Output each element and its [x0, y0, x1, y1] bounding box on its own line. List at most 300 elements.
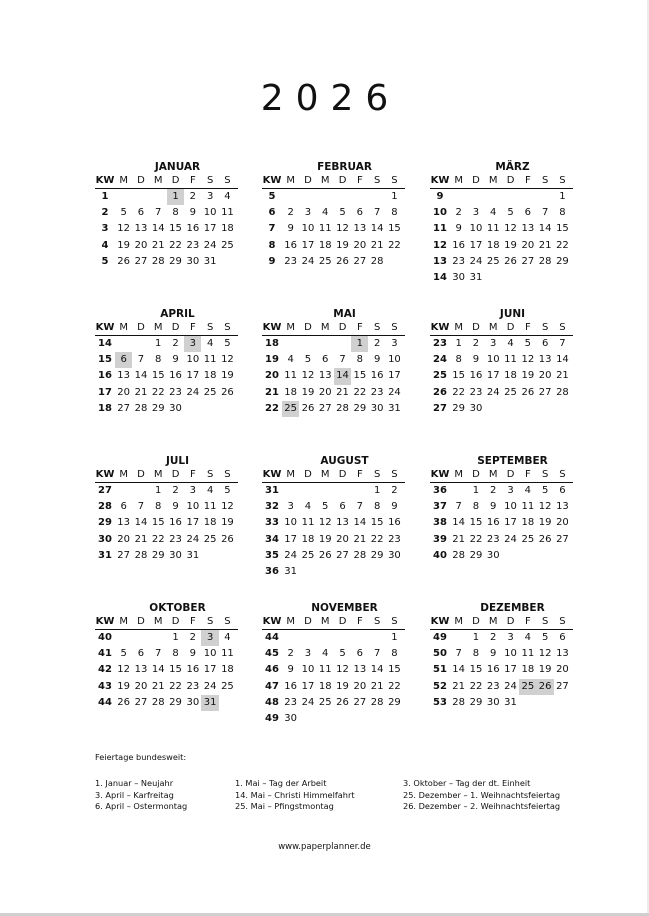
day-cell: 14	[134, 517, 148, 529]
day-cell: 19	[221, 370, 234, 382]
week-row	[430, 221, 573, 237]
holiday-item: 25. Mai – Pfingstmontag	[235, 801, 334, 811]
day-cell: 26	[336, 696, 349, 708]
day-cell: 30	[370, 402, 384, 414]
day-cell: 12	[117, 223, 131, 235]
week-row	[95, 336, 238, 352]
day-cell	[132, 189, 149, 205]
weekday-label: S	[206, 175, 214, 186]
day-cell: 23	[186, 680, 200, 692]
day-cell	[282, 483, 299, 499]
week-number: 15	[98, 354, 112, 366]
day-cell: 12	[117, 664, 131, 676]
day-cell: 28	[538, 255, 552, 267]
day-cell: 9	[490, 648, 497, 660]
day-cell: 29	[151, 402, 165, 414]
weekday-label: S	[559, 616, 566, 627]
week-number: 30	[98, 533, 112, 545]
day-cell: 6	[339, 501, 346, 513]
weekday-label: S	[373, 616, 381, 627]
week-number: 23	[433, 338, 447, 349]
week-number: 53	[433, 696, 447, 708]
week-number: 9	[268, 255, 276, 267]
holiday-item: 14. Mai – Christi Himmelfahrt	[235, 789, 355, 800]
holidays-title: Feiertage bundesweit:	[95, 752, 187, 762]
week-number: 44	[265, 632, 279, 643]
day-cell: 21	[370, 239, 384, 251]
weekday-label: S	[206, 616, 214, 627]
day-cell	[368, 630, 385, 646]
week-number: 6	[268, 207, 276, 219]
day-cell: 19	[336, 239, 349, 251]
week-number: 14	[433, 271, 447, 283]
week-row	[95, 532, 238, 548]
weekday-label: M	[454, 469, 463, 480]
day-cell: 17	[486, 370, 500, 382]
day-cell: 25	[521, 533, 535, 545]
day-cell: 14	[452, 517, 466, 529]
day-cell	[519, 401, 536, 417]
day-cell: 18	[203, 517, 217, 529]
day-cell: 8	[155, 354, 162, 366]
day-cell: 8	[172, 207, 179, 219]
day-cell: 18	[521, 517, 535, 529]
week-number-header: KW	[95, 469, 115, 480]
week-number: 24	[433, 354, 447, 366]
weekday-header	[262, 468, 405, 483]
day-cell: 4	[524, 632, 532, 643]
day-cell: 6	[541, 338, 549, 349]
day-cell: 3	[287, 501, 294, 513]
day-cell: 16	[169, 517, 182, 529]
day-cell	[485, 189, 502, 205]
day-cell: 29	[370, 549, 384, 561]
week-row	[262, 515, 405, 531]
day-cell: 20	[134, 680, 148, 692]
day-cell: 14	[556, 354, 569, 366]
day-cell: 15	[151, 370, 165, 382]
day-cell: 17	[186, 517, 200, 529]
day-cell: 17	[301, 239, 315, 251]
weekday-label: S	[391, 616, 398, 627]
holiday-item: 25. Dezember – 1. Weihnachtsfeiertag	[403, 789, 561, 800]
week-number: 13	[433, 255, 447, 267]
day-cell: 10	[203, 648, 217, 660]
day-cell: 12	[301, 370, 315, 382]
day-cell: 15	[388, 223, 401, 235]
day-cell: 20	[521, 239, 535, 251]
day-cell: 17	[203, 664, 217, 676]
weekday-label: M	[286, 469, 295, 480]
day-cell: 20	[117, 533, 131, 545]
day-cell: 4	[224, 632, 231, 643]
week-row	[430, 515, 573, 531]
day-cell: 18	[221, 223, 234, 235]
day-cell: 18	[318, 239, 332, 251]
holiday-item: 3. April – Karfreitag	[95, 789, 174, 800]
weekday-label: M	[454, 175, 463, 186]
day-cell: 3	[507, 485, 514, 496]
day-cell: 29	[469, 696, 483, 708]
week-row	[262, 711, 405, 727]
day-cell: 5	[339, 207, 346, 219]
week-row	[262, 630, 405, 646]
day-cell: 12	[336, 223, 349, 235]
week-number-header: KW	[430, 175, 450, 186]
day-cell: 8	[356, 354, 364, 366]
day-cell: 15	[169, 664, 182, 676]
week-row	[95, 548, 238, 564]
day-cell: 16	[388, 517, 401, 529]
day-cell	[536, 189, 553, 205]
day-cell: 25	[504, 386, 517, 398]
day-cell	[201, 401, 218, 417]
week-row	[262, 401, 405, 417]
day-cell: 26	[521, 386, 535, 398]
week-number: 8	[268, 239, 276, 251]
week-row	[262, 221, 405, 237]
weekday-label: D	[472, 469, 480, 480]
day-cell: 7	[137, 501, 145, 513]
day-cell: 26	[318, 549, 332, 561]
day-cell: 25	[486, 255, 500, 267]
weekday-label: M	[153, 616, 163, 627]
day-cell: 18	[521, 664, 535, 676]
week-number: 17	[98, 386, 112, 398]
day-cell	[351, 711, 368, 727]
day-cell: 2	[373, 338, 381, 349]
month-oktober	[95, 601, 238, 711]
holiday-column-3	[403, 778, 560, 813]
holiday-day-cell: 25	[282, 401, 299, 417]
day-cell	[219, 695, 236, 711]
day-cell: 9	[172, 354, 179, 366]
day-cell: 8	[559, 207, 566, 219]
week-number: 26	[433, 386, 447, 398]
day-cell: 28	[353, 549, 367, 561]
day-cell	[450, 630, 467, 646]
day-cell: 7	[373, 648, 381, 660]
day-cell: 19	[318, 533, 332, 545]
week-number: 50	[433, 648, 447, 660]
week-number: 40	[433, 549, 447, 561]
day-cell: 26	[117, 255, 131, 267]
day-cell	[519, 189, 536, 205]
week-number-header: KW	[262, 469, 282, 480]
week-number: 5	[101, 255, 109, 267]
week-row	[430, 368, 573, 384]
weekday-header	[430, 174, 573, 189]
week-row	[430, 499, 573, 515]
day-cell: 11	[284, 370, 298, 382]
day-cell: 15	[469, 517, 483, 529]
week-row	[430, 205, 573, 221]
day-cell: 24	[486, 386, 500, 398]
week-number: 28	[98, 501, 112, 513]
day-cell: 23	[452, 255, 466, 267]
day-cell: 27	[117, 402, 131, 414]
day-cell: 8	[472, 501, 480, 513]
weekday-label: F	[189, 616, 196, 627]
week-number: 49	[433, 632, 447, 643]
day-cell: 25	[221, 680, 234, 692]
day-cell: 22	[556, 239, 569, 251]
day-cell: 21	[452, 533, 466, 545]
day-cell: 8	[373, 501, 381, 513]
weekday-label: D	[137, 469, 145, 480]
day-cell: 24	[284, 549, 298, 561]
weekday-label: D	[171, 322, 180, 333]
day-cell: 30	[186, 255, 200, 267]
day-cell: 21	[538, 239, 552, 251]
weekday-label: M	[320, 616, 330, 627]
day-cell: 21	[151, 680, 165, 692]
day-cell	[386, 254, 403, 270]
day-cell: 10	[186, 501, 200, 513]
day-cell	[317, 189, 334, 205]
day-cell: 19	[538, 664, 552, 676]
day-cell: 10	[486, 354, 500, 366]
day-cell: 9	[189, 207, 197, 219]
day-cell: 24	[504, 680, 517, 692]
day-cell: 15	[370, 517, 384, 529]
month-juli	[95, 454, 238, 564]
day-cell	[132, 336, 149, 352]
day-cell	[282, 630, 299, 646]
day-cell: 27	[336, 549, 349, 561]
day-cell: 15	[469, 664, 483, 676]
day-cell: 16	[452, 239, 466, 251]
day-cell: 31	[469, 271, 483, 283]
week-number: 27	[98, 485, 112, 496]
week-row	[430, 352, 573, 368]
day-cell: 20	[353, 239, 367, 251]
day-cell: 14	[353, 517, 367, 529]
weekday-label: M	[153, 469, 163, 480]
day-cell: 12	[504, 223, 517, 235]
day-cell: 29	[388, 696, 401, 708]
day-cell: 27	[318, 402, 332, 414]
day-cell	[386, 711, 403, 727]
holiday-day-cell: 3	[184, 336, 201, 352]
day-cell: 5	[507, 207, 514, 219]
weekday-label: D	[137, 616, 145, 627]
day-cell: 15	[556, 223, 569, 235]
day-cell: 6	[356, 207, 364, 219]
month-name: APRIL	[160, 308, 195, 320]
day-cell	[502, 189, 519, 205]
day-cell: 12	[221, 501, 234, 513]
week-row	[95, 679, 238, 695]
day-cell: 19	[336, 680, 349, 692]
day-cell: 18	[203, 370, 217, 382]
day-cell: 24	[203, 239, 217, 251]
week-row	[95, 401, 238, 417]
day-cell: 23	[388, 533, 401, 545]
day-cell	[299, 189, 316, 205]
day-cell	[334, 564, 351, 580]
day-cell: 26	[504, 255, 517, 267]
day-cell	[219, 548, 236, 564]
day-cell: 27	[521, 255, 535, 267]
day-cell: 17	[504, 664, 517, 676]
day-cell: 21	[556, 370, 569, 382]
day-cell: 13	[117, 370, 131, 382]
day-cell: 25	[221, 239, 234, 251]
day-cell	[554, 270, 571, 286]
day-cell: 19	[538, 517, 552, 529]
day-cell: 12	[538, 501, 552, 513]
week-row	[262, 499, 405, 515]
weekday-label: F	[356, 322, 363, 333]
page-title: 2026	[260, 78, 401, 119]
day-cell: 22	[151, 533, 165, 545]
day-cell: 23	[186, 239, 200, 251]
day-cell: 18	[301, 533, 315, 545]
day-cell: 30	[486, 696, 500, 708]
week-number: 36	[265, 565, 279, 577]
day-cell: 6	[559, 632, 566, 643]
day-cell	[219, 254, 236, 270]
week-row	[430, 695, 573, 711]
weekday-label: S	[224, 175, 231, 186]
day-cell: 5	[224, 485, 231, 496]
day-cell: 31	[504, 696, 517, 708]
week-number: 5	[268, 191, 276, 202]
day-cell: 18	[318, 680, 332, 692]
month-märz	[430, 160, 573, 286]
day-cell: 29	[353, 402, 367, 414]
week-number: 41	[98, 648, 112, 660]
week-row	[430, 646, 573, 662]
day-cell: 19	[504, 239, 517, 251]
day-cell: 22	[169, 680, 182, 692]
week-number-header: KW	[95, 322, 115, 333]
day-cell: 13	[353, 223, 367, 235]
day-cell: 31	[203, 255, 217, 267]
day-cell: 1	[559, 191, 566, 202]
holiday-day-cell: 26	[536, 679, 553, 695]
weekday-header	[430, 468, 573, 483]
day-cell: 21	[134, 386, 148, 398]
weekday-label: S	[559, 322, 566, 333]
week-number: 19	[265, 354, 279, 366]
day-cell: 5	[224, 338, 231, 349]
day-cell: 28	[370, 696, 384, 708]
weekday-label: M	[320, 175, 330, 186]
day-cell: 2	[172, 485, 179, 496]
week-number: 47	[265, 680, 279, 692]
day-cell: 31	[186, 549, 200, 561]
weekday-label: D	[506, 322, 515, 333]
day-cell: 16	[486, 517, 500, 529]
day-cell: 16	[186, 223, 200, 235]
weekday-label: S	[541, 175, 549, 186]
day-cell: 27	[134, 255, 148, 267]
day-cell: 7	[455, 501, 462, 513]
day-cell	[317, 564, 334, 580]
day-cell: 11	[521, 501, 535, 513]
day-cell: 2	[490, 632, 497, 643]
weekday-label: S	[373, 469, 381, 480]
week-row	[430, 630, 573, 646]
week-row	[262, 189, 405, 205]
week-number-header: KW	[262, 322, 282, 333]
weekday-label: D	[338, 469, 347, 480]
holidays-section	[95, 752, 186, 776]
day-cell: 9	[391, 501, 398, 513]
day-cell: 24	[469, 255, 483, 267]
day-cell: 14	[370, 223, 384, 235]
day-cell: 27	[538, 386, 552, 398]
day-cell: 1	[391, 632, 398, 643]
week-row	[262, 483, 405, 499]
day-cell: 20	[353, 680, 367, 692]
week-row	[95, 221, 238, 237]
day-cell: 25	[318, 696, 332, 708]
day-cell: 11	[318, 664, 332, 676]
month-april	[95, 307, 238, 417]
day-cell: 1	[155, 338, 162, 349]
day-cell: 31	[388, 402, 401, 414]
month-name: JUNI	[499, 308, 526, 320]
day-cell: 5	[120, 648, 127, 660]
week-number: 31	[265, 485, 279, 496]
week-number: 3	[101, 223, 109, 235]
month-name: NOVEMBER	[311, 602, 378, 614]
weekday-label: D	[338, 322, 347, 333]
day-cell: 14	[151, 223, 165, 235]
day-cell: 28	[134, 402, 148, 414]
day-cell: 4	[304, 501, 312, 513]
day-cell: 2	[391, 485, 398, 496]
day-cell: 5	[304, 354, 312, 366]
day-cell: 4	[524, 485, 532, 496]
weekday-label: D	[137, 322, 145, 333]
day-cell: 15	[353, 370, 367, 382]
weekday-label: F	[356, 175, 363, 186]
weekday-label: D	[506, 175, 515, 186]
weekday-header	[262, 174, 405, 189]
week-number: 10	[433, 207, 447, 219]
day-cell	[368, 564, 385, 580]
day-cell	[299, 564, 316, 580]
week-number: 39	[433, 533, 447, 545]
week-row	[95, 368, 238, 384]
week-number: 48	[265, 696, 279, 708]
holiday-item: 6. April – Ostermontag	[95, 801, 188, 811]
week-row	[95, 499, 238, 515]
day-cell: 5	[120, 207, 127, 219]
day-cell: 26	[301, 402, 315, 414]
day-cell	[299, 711, 316, 727]
day-cell: 23	[284, 696, 298, 708]
month-august	[262, 454, 405, 580]
day-cell: 9	[287, 664, 294, 676]
week-row	[95, 254, 238, 270]
day-cell: 27	[556, 533, 569, 545]
day-cell: 22	[169, 239, 182, 251]
week-number: 43	[98, 680, 112, 692]
month-name: SEPTEMBER	[477, 455, 548, 467]
day-cell: 10	[203, 207, 217, 219]
day-cell	[554, 548, 571, 564]
day-cell: 25	[301, 549, 315, 561]
day-cell: 3	[189, 485, 197, 496]
day-cell: 30	[284, 712, 298, 724]
day-cell: 11	[521, 648, 535, 660]
day-cell: 17	[186, 370, 200, 382]
